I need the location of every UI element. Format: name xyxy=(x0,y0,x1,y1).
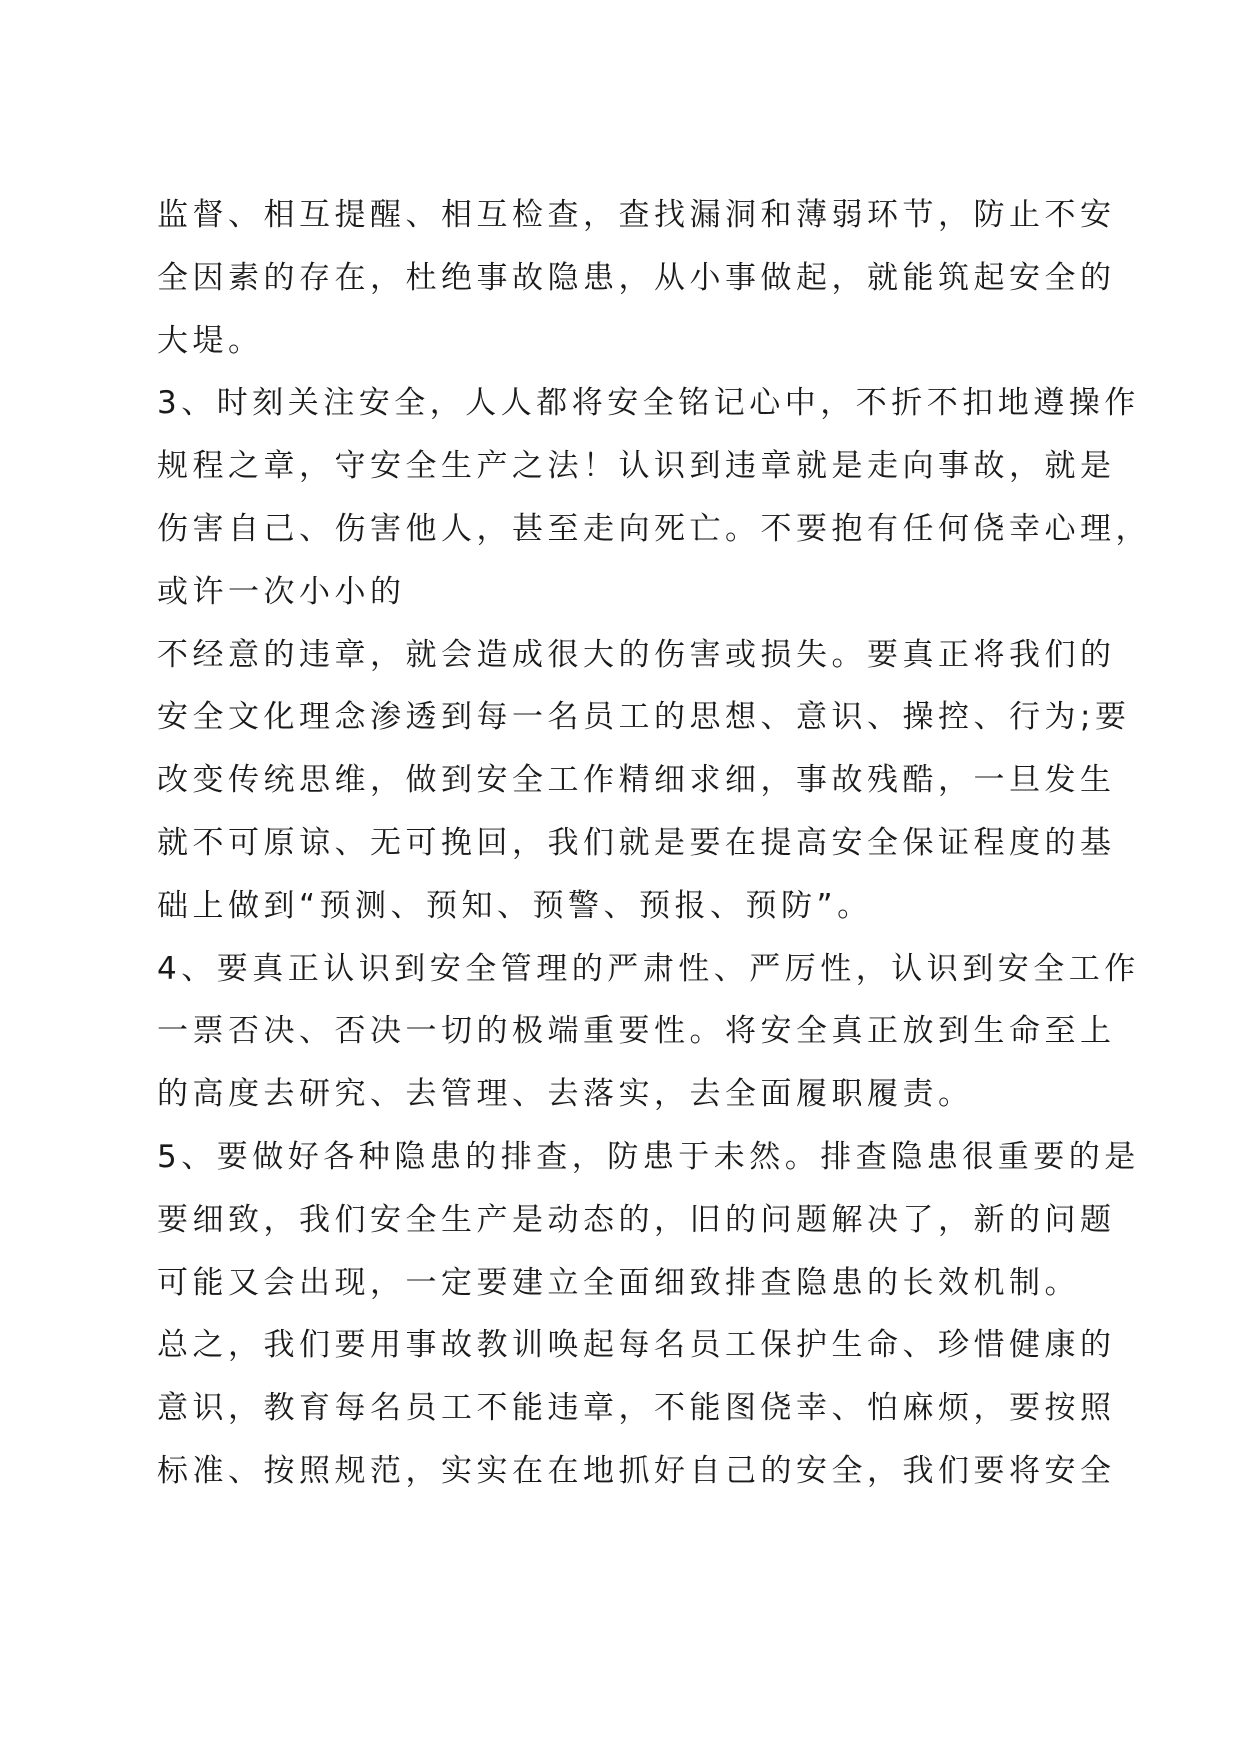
text-line: 础上做到“预测、预知、预警、预报、预防”。 xyxy=(157,887,873,924)
text-line: 监督、相互提醒、相互检查，查找漏洞和薄弱环节，防止不安 xyxy=(157,197,1116,233)
text-line: 改变传统思维，做到安全工作精细求细，事故残酷，一旦发生 xyxy=(157,762,1116,799)
text-line: 要细致，我们安全生产是动态的，旧的问题解决了，新的问题 xyxy=(157,1201,1116,1238)
text-line: 总之，我们要用事故教训唤起每名员工保护生命、珍惜健康的 xyxy=(157,1327,1116,1364)
text-line: 5、要做好各种隐患的排查，防患于未然。排查隐患很重要的是 xyxy=(157,1138,1140,1175)
text-line: 4、要真正认识到安全管理的严肃性、严厉性，认识到安全工作 xyxy=(157,950,1140,987)
text-line: 大堤。 xyxy=(157,322,264,359)
text-line: 不经意的违章，就会造成很大的伤害或损失。要真正将我们的 xyxy=(157,636,1116,673)
text-line: 标准、按照规范，实实在在地抓好自己的安全，我们要将安全 xyxy=(157,1452,1116,1489)
text-line: 规程之章，守安全生产之法！认识到违章就是走向事故，就是 xyxy=(157,448,1116,485)
text-line: 可能又会出现，一定要建立全面细致排查隐患的长效机制。 xyxy=(157,1264,1080,1301)
text-line: 一票否决、否决一切的极端重要性。将安全真正放到生命至上 xyxy=(157,1013,1116,1050)
text-line: 全因素的存在，杜绝事故隐患，从小事做起，就能筑起安全的 xyxy=(157,259,1116,296)
document-body xyxy=(157,184,1151,1503)
text-line: 安全文化理念渗透到每一名员工的思想、意识、操控、行为;要 xyxy=(157,699,1131,736)
text-line: 伤害自己、伤害他人，甚至走向死亡。不要抱有任何侥幸心理， xyxy=(157,510,1151,547)
text-line: 意识，教育每名员工不能违章，不能图侥幸、怕麻烦，要按照 xyxy=(157,1390,1116,1427)
text-line: 3、时刻关注安全，人人都将安全铭记心中，不折不扣地遵操作 xyxy=(157,385,1140,422)
text-line: 就不可原谅、无可挽回，我们就是要在提高安全保证程度的基 xyxy=(157,824,1116,861)
text-line: 的高度去研究、去管理、去落实，去全面履职履责。 xyxy=(157,1076,974,1113)
text-line: 或许一次小小的 xyxy=(157,573,406,610)
